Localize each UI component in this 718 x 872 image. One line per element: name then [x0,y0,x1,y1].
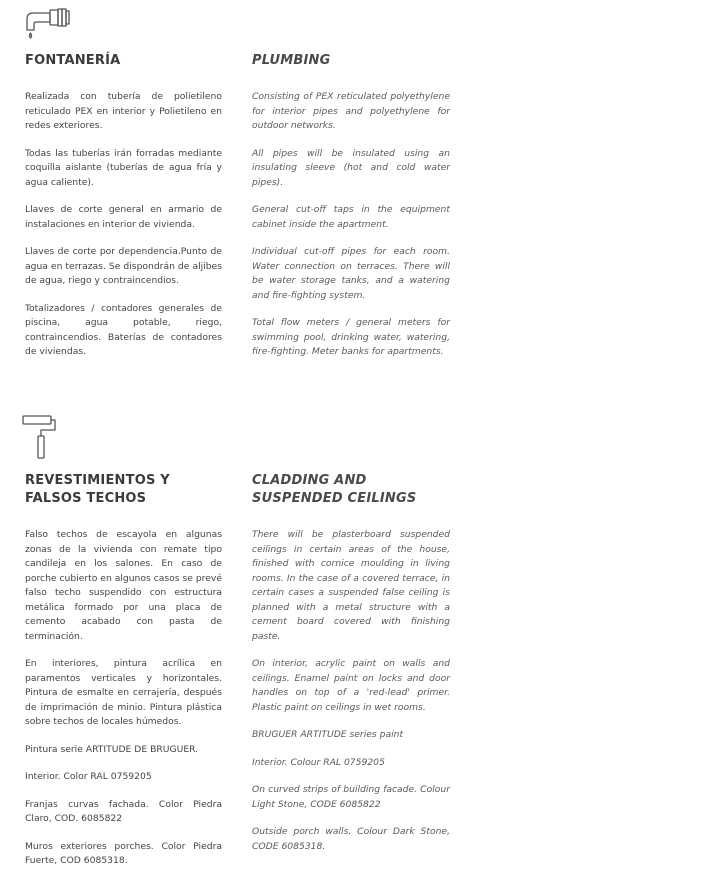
paragraph: Franjas curvas fachada. Color Piedra Claro, COD. 6085822 [25,798,222,824]
paragraph: En interiores, pintura acrílica en paramentos verticales y horizontales. Pintura de esmalte en cerrajería, después de imprimación de minio. Pintura plástica sobre techos de locales húmedos. [25,658,222,727]
section-plumbing-es [25,52,222,360]
paragraph: Llaves de corte general en armario de instalaciones en interior de vivienda. [25,204,222,230]
section-cladding-en [252,472,450,854]
paint-roller-icon [20,412,60,462]
paragraph: Pintura serie ARTITUDE DE BRUGUER. [25,743,199,755]
section-title: FONTANERÍA [25,53,121,68]
section-title: REVESTIMIENTOS Y FALSOS TECHOS [25,473,170,506]
paragraph: Todas las tuberías irán forradas mediante coquilla aislante (tuberías de agua fría y agua caliente). [25,147,222,188]
paragraph: Muros exteriores porches. Color Piedra Fuerte, COD 6085318. [25,840,222,866]
section-body [25,528,222,869]
paragraph: Individual cut-off pipes for each room. Water connection on terraces. There will be water storage tanks, and a watering and fire-fighting system. [252,246,450,301]
paragraph: Outside porch walls. Colour Dark Stone, CODE 6085318. [252,826,450,852]
paragraph: Interior. Colour RAL 0759205 [252,756,385,768]
paragraph: On interior, acrylic paint on walls and ceilings. Enamel paint on locks and door handles on top of a 'red-lead' primer. Plastic paint on ceilings in wet rooms. [252,658,450,713]
section-cladding-es [25,472,222,869]
section-plumbing-en [252,52,450,360]
paragraph: Falso techos de escayola en algunas zonas de la vivienda con remate tipo candileja en los salones. En caso de porche cubierto en algunos casos se prevé falso techo suspendido con estructura metálica formado por una placa de cemento acabado con pasta de terminación. [25,529,222,642]
paragraph: Totalizadores / contadores generales de piscina, agua potable, riego, contraincendios. Baterías de contadores de viviendas. [25,302,222,357]
faucet-icon [24,4,72,42]
paragraph: Realizada con tubería de polietileno reticulado PEX en interior y Polietileno en redes exteriores. [25,91,222,131]
paragraph: Interior. Color RAL 0759205 [25,771,152,782]
paragraph: All pipes will be insulated using an insulating sleeve (hot and cold water pipes). [252,147,450,188]
paragraph: Llaves de corte por dependencia.Punto de agua en terrazas. Se dispondrán de aljibes de agua, riego y contraincendios. [25,246,222,286]
paragraph: There will be plasterboard suspended ceilings in certain areas of the house, finished with cornice moulding in living rooms. In the case of a covered terrace, in certain cases a suspended false ceiling is planned with a metal structure with a cement board covered with finishing paste. [252,529,450,642]
paragraph: BRUGUER ARTITUDE series paint [252,729,404,740]
section-body [25,90,222,360]
section-body [252,90,450,360]
section-body [252,528,450,854]
paragraph: Consisting of PEX reticulated polyethylene for interior pipes and polyethylene for outdoor networks. [252,91,450,131]
paragraph: On curved strips of building facade. Colour Light Stone, CODE 6085822 [252,784,450,810]
section-title: PLUMBING [252,53,331,68]
section-title: CLADDING AND SUSPENDED CEILINGS [252,473,417,506]
paragraph: Total flow meters / general meters for swimming pool, drinking water, watering, fire-fighting. Meter banks for apartments. [252,317,450,357]
paragraph: General cut-off taps in the equipment cabinet inside the apartment. [252,204,450,230]
